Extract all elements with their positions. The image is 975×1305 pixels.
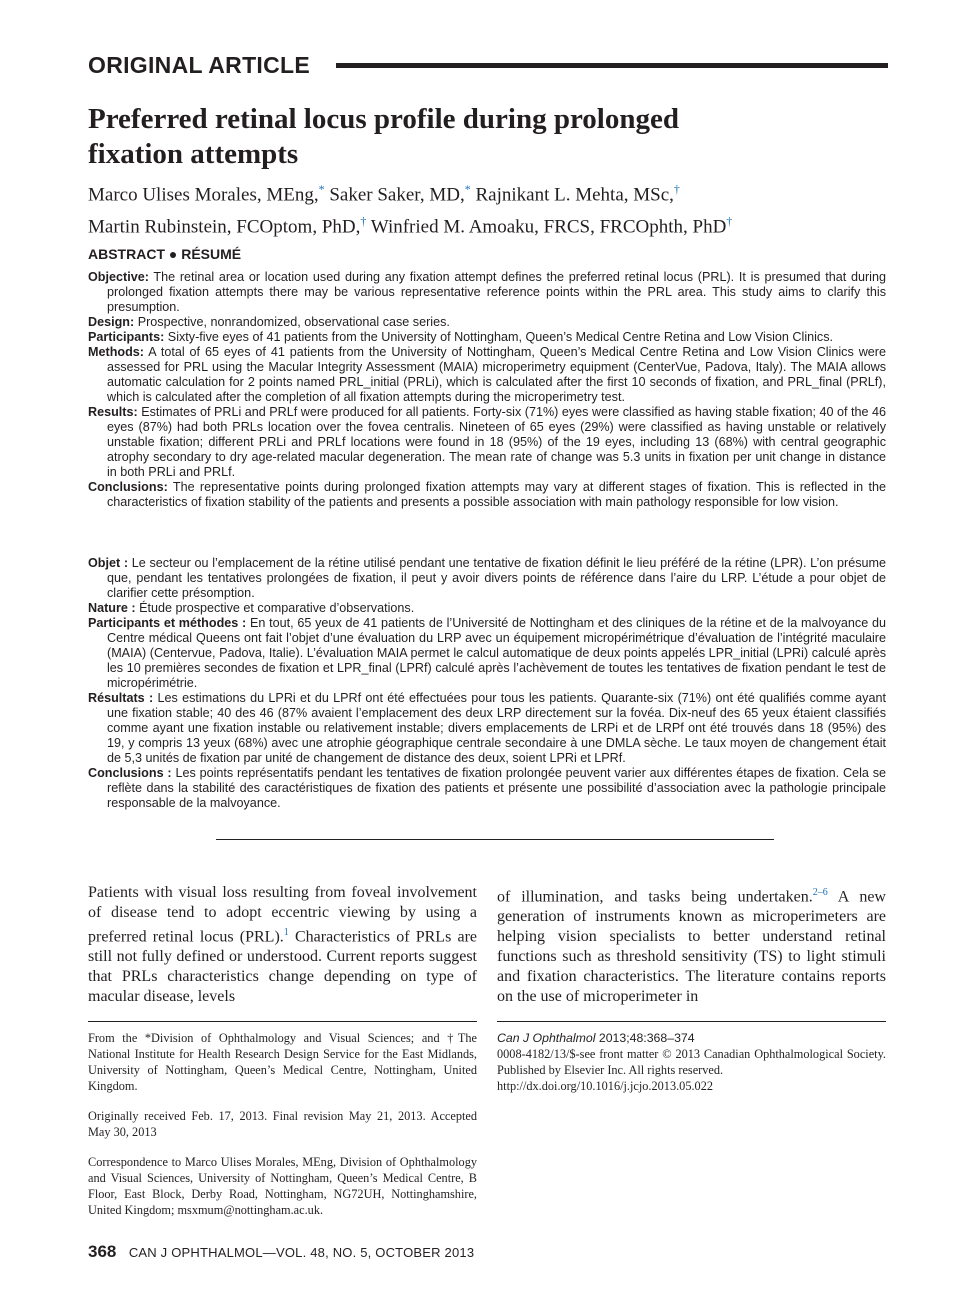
footnotes-right [497,1030,886,1094]
conclusions-label: Conclusions: [88,480,168,494]
resume-methodes [88,616,886,691]
journal-name: Can J Ophthalmol [497,1031,596,1045]
footnotes-left [88,1030,477,1232]
abstract-english [88,270,886,510]
article-title [88,102,848,172]
resume-conclusions [88,766,886,811]
author-5: Winfried M. Amoaku, FRCS, FRCOphth, PhD [370,216,727,238]
body-left-text-b: Characteristics of PRLs are still not fully defined or understood. Current reports suggest that PRLs characteristics change depending on type of macular disease, levels [88,928,478,1006]
author-list [88,176,888,241]
author-5-mark[interactable]: † [726,214,733,229]
resume-nature [88,601,886,616]
nature-text: Étude prospective et comparative d’observations. [139,601,415,615]
methods-text: A total of 65 eyes of 41 patients from the University of Nottingham, Queen’s Medical Centre Retina and Low Vision Clinics were assessed for PRL using the Macular Integrity Assessment (MAIA) microperimetry equipment (CenterVue, Padova, Italy). The MAIA allows automatic calculation for 2 points named PRL_initial (PRLi), which is calculated after the first 10 seconds of fixation, and PRL_final (PRLf), which is calculated after the completion of all fixation attempts during the microperimetry test. [107,345,886,404]
objective-label: Objective: [88,270,149,284]
resultats-label: Résultats : [88,691,154,705]
participants-text: Sixty-five eyes of 41 patients from the University of Nottingham, Queen’s Medical Centre Retina and Low Vision Clinics. [167,330,834,344]
author-2-mark[interactable]: * [464,182,471,196]
results-text: Estimates of PRLi and PRLf were produced for all patients. Forty-six (71%) eyes were classified as having stable fixation; 40 of the 46 eyes (87%) had both PRLs location over the fovea centralis. Nineteen of 65 eyes (29%) were classified as having unstable or relatively unstable fixation; different PRLi and PRLf locations were found in 18 (95%) of the 19 eyes, including 13 (68%) with central geographic atrophy secondary to dry age-related macular degeneration. The mean rate of change was 5.3 units in fixation per unit change in distance in both PRLi and PRLf. [107,405,886,479]
abstract-participants [88,330,886,345]
results-label: Results: [88,405,138,419]
resume-resultats [88,691,886,766]
title-line-2: fixation attempts [88,138,299,170]
resume-objet [88,556,886,601]
design-label: Design: [88,315,135,329]
copyright-note: 0008-4182/13/$-see front matter © 2013 Canadian Ophthalmological Society. Published by Elsevier Inc. All rights reserved. [497,1047,886,1077]
methodes-label: Participants et méthodes : [88,616,247,630]
reference-link[interactable]: 2–6 [812,887,828,898]
affiliation-note: From the *Division of Ophthalmology and Visual Sciences; and †The National Institute for Health Research Design Service for the East Midlands, University of Nottingham, Queen’s Medical Centre, Nottingham, United Kingdom. [88,1031,477,1093]
methodes-text: En tout, 65 yeux de 41 patients de l’Université de Nottingham et des cliniques de la rétine et de la malvoyance du Centre médical Queens ont fait l’objet d’une évaluation du LRP avec un équipement micropérimétrique d’évaluation de l’intégrité maculaire (MAIA) (Centervue, Padova, Italie). L’évaluation MAIA permet le calcul automatique de deux points appelés LPR_initial (LPRi) calculé après les 10 premières secondes de fixation et LPR_final (LPRf) calculé après l’achèvement de toutes les tentatives de fixation pendant le test de micropérimétrie. [107,616,886,690]
nature-label: Nature : [88,601,136,615]
author-3-mark[interactable]: † [673,182,680,196]
page-number: 368 [88,1242,117,1261]
body-column-left [88,883,477,1007]
abstract-heading: ABSTRACT ● RÉSUMÉ [88,246,242,262]
footnote-rule-left [88,1021,477,1022]
design-text: Prospective, nonrandomized, observational case series. [137,315,450,329]
methods-label: Methods: [88,345,144,359]
correspondence-note: Correspondence to Marco Ulises Morales, MEng, Division of Ophthalmology and Visual Sciences, University of Nottingham, Queen’s Medical Centre, B Floor, East Block, Derby Road, Nottingham, NG72UH, Nottinghamshire, United Kingdom; msxmum@nottingham.ac.uk. [88,1155,477,1217]
objective-text: The retinal area or location used during any fixation attempt defines the preferred retinal locus (PRL). It is presumed that during prolonged fixation attempts there may be various representative reference points within the PRL area. This study aims to clarify this presumption. [107,270,886,314]
running-footer: CAN J OPHTHALMOL—VOL. 48, NO. 5, OCTOBER 2013 [128,1245,475,1260]
section-rule [336,63,888,68]
body-right-text-a: of illumination, and tasks being undertaken. [497,888,813,906]
abstract-french [88,556,886,811]
participants-label: Participants: [88,330,165,344]
page-footer [88,1241,474,1264]
author-3: Rajnikant L. Mehta, MSc, [475,184,674,206]
reference-link[interactable]: 1 [283,927,289,938]
doi-link[interactable]: http://dx.doi.org/10.1016/j.jcjo.2013.05.022 [497,1079,713,1093]
footnote-rule-right [497,1021,886,1022]
author-2: Saker Saker, MD, [329,184,465,206]
body-right-text-b: A new generation of instruments known as microperimeters are helping vision specialists to better understand retinal functions such as threshold sensitivity (TS) to light stimuli and fixation characteristics. The literature contains reports on the use of microperimeter in [497,888,886,1006]
abstract-design [88,315,886,330]
author-4-mark[interactable]: † [360,214,367,229]
author-1-mark[interactable]: * [318,182,325,196]
abstract-objective [88,270,886,315]
conclusions-fr-label: Conclusions : [88,766,172,780]
received-note: Originally received Feb. 17, 2013. Final revision May 21, 2013. Accepted May 30, 2013 [88,1109,477,1139]
author-1: Marco Ulises Morales, MEng, [88,184,319,206]
title-line-1: Preferred retinal locus profile during prolonged [88,103,679,135]
abstract-divider [216,839,774,840]
journal-ref: 2013;48:368–374 [595,1031,695,1045]
abstract-conclusions [88,480,886,510]
conclusions-fr-text: Les points représentatifs pendant les tentatives de fixation prolongée peuvent varier aux différentes étapes de fixation. Cela se reflète dans la stabilité des caractéristiques de fixation des patients et présente une possibilité d’association avec la pathologie principale responsable de la malvoyance. [107,766,887,810]
body-left-text-a: Patients with visual loss resulting from foveal involvement of disease tend to adopt eccentric viewing by using a preferred retinal locus (PRL). [88,884,477,946]
objet-label: Objet : [88,556,129,570]
author-4: Martin Rubinstein, FCOptom, PhD, [88,216,361,238]
conclusions-text: The representative points during prolonged fixation attempts may vary at different stages of fixation. This is reflected in the characteristics of fixation stability of the patients and presents a possible association with main pathology responsible for low vision. [107,480,886,509]
body-column-right [497,883,886,1007]
journal-citation [497,1030,886,1046]
abstract-methods [88,345,886,405]
resultats-text: Les estimations du LPRi et du LPRf ont été effectuées pour tous les patients. Quarante-six (71%) ont été qualifiés comme ayant une fixation stable; 40 des 46 (87% avaient l’emplacement des deux LRP directement sur la fovéa. Dix-neuf des 65 yeux étaient classifiés comme ayant une fixation instable ou relativement instable; divers emplacements de LRPi et de LRPf ont été trouvés dans 18 (95%) des 19, y compris 13 yeux (68%) avec une atrophie géographique centrale secondaire à une DMLA sèche. Le taux moyen de changement était de 5,3 unités de fixation par unité de changement de distance des deux, soient LPRi et LPRf. [107,691,886,765]
abstract-results [88,405,886,480]
objet-text: Le secteur ou l’emplacement de la rétine utilisé pendant une tentative de fixation définit le lieu préféré de la rétine (LPR). L’on présume que, pendant les tentatives prolongées de fixation, il peut y avoir divers points de référence dans l’aire du LRP. L’étude a pour objet de clarifier cette présomption. [107,556,886,600]
section-label: ORIGINAL ARTICLE [88,52,311,78]
section-header [88,50,888,80]
